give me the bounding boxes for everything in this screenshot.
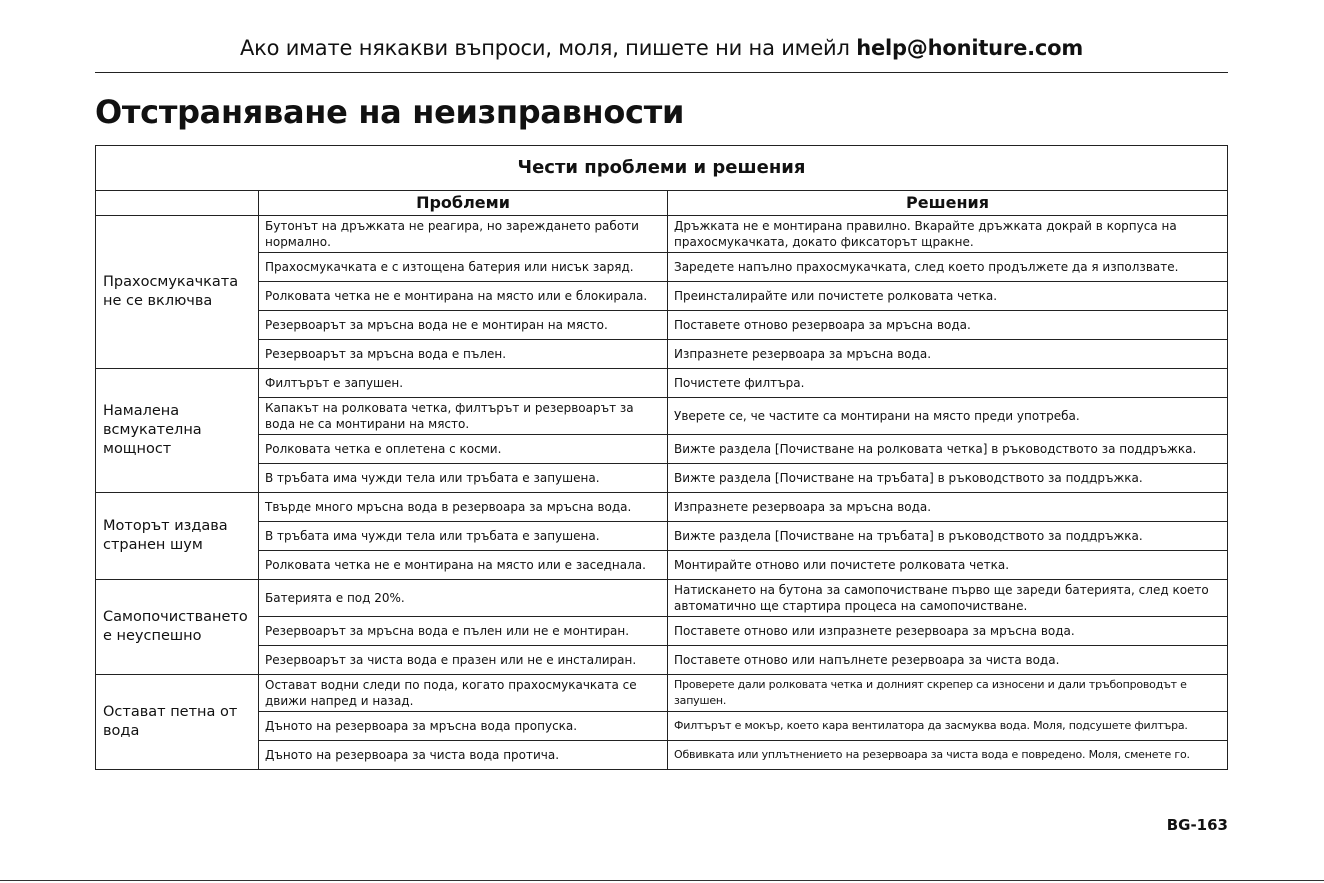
problem-cell: Бутонът на дръжката не реагира, но зареждането работи нормално. xyxy=(259,216,668,253)
table-row xyxy=(96,253,1228,282)
solution-cell: Изпразнете резервоара за мръсна вода. xyxy=(668,493,1228,522)
solution-cell: Вижте раздела [Почистване на тръбата] в ръководството за поддръжка. xyxy=(668,522,1228,551)
problem-cell: Твърде много мръсна вода в резервоара за мръсна вода. xyxy=(259,493,668,522)
problem-cell: Дъното на резервоара за чиста вода протича. xyxy=(259,741,668,770)
problem-cell: Резервоарът за мръсна вода е пълен. xyxy=(259,340,668,369)
solution-cell: Филтърът е мокър, което кара вентилатора да засмуква вода. Моля, подсушете филтъра. xyxy=(668,712,1228,741)
problem-cell: Резервоарът за мръсна вода е пълен или не е монтиран. xyxy=(259,617,668,646)
table-row xyxy=(96,522,1228,551)
solution-cell: Преинсталирайте или почистете ролковата четка. xyxy=(668,282,1228,311)
table-caption: Чести проблеми и решения xyxy=(96,146,1228,191)
problems-column-header: Проблеми xyxy=(259,191,668,216)
troubleshooting-table xyxy=(95,145,1228,770)
problem-cell: Ролковата четка не е монтирана на място или е блокирала. xyxy=(259,282,668,311)
table-row xyxy=(96,216,1228,253)
table-row xyxy=(96,311,1228,340)
problem-cell: Дъното на резервоара за мръсна вода пропуска. xyxy=(259,712,668,741)
table-row xyxy=(96,580,1228,617)
problem-cell: Прахосмукачката е с изтощена батерия или нисък заряд. xyxy=(259,253,668,282)
solution-cell: Уверете се, че частите са монтирани на място преди употреба. xyxy=(668,398,1228,435)
category-cell: Моторът издава странен шум xyxy=(96,493,259,580)
solution-cell: Дръжката не е монтирана правилно. Вкарайте дръжката докрай в корпуса на прахосмукачката, докато фиксаторът щракне. xyxy=(668,216,1228,253)
table-row xyxy=(96,741,1228,770)
contact-email: help@honiture.com xyxy=(856,36,1084,60)
problem-cell: Резервоарът за мръсна вода не е монтиран на място. xyxy=(259,311,668,340)
problem-cell: Остават водни следи по пода, когато прахосмукачката се движи напред и назад. xyxy=(259,675,668,712)
solution-cell: Натискането на бутона за самопочистване първо ще зареди батерията, след което автоматично ще стартира процеса на самопочистване. xyxy=(668,580,1228,617)
solution-cell: Вижте раздела [Почистване на тръбата] в ръководството за поддръжка. xyxy=(668,464,1228,493)
solution-cell: Заредете напълно прахосмукачката, след което продължете да я използвате. xyxy=(668,253,1228,282)
solution-cell: Поставете отново или напълнете резервоара за чиста вода. xyxy=(668,646,1228,675)
table-row xyxy=(96,340,1228,369)
table-row xyxy=(96,675,1228,712)
table-row xyxy=(96,617,1228,646)
solution-cell: Вижте раздела [Почистване на ролковата четка] в ръководството за поддръжка. xyxy=(668,435,1228,464)
table-row xyxy=(96,369,1228,398)
table-row xyxy=(96,493,1228,522)
solution-cell: Почистете филтъра. xyxy=(668,369,1228,398)
problem-cell: Ролковата четка е оплетена с косми. xyxy=(259,435,668,464)
solutions-column-header: Решения xyxy=(668,191,1228,216)
category-column-header xyxy=(96,191,259,216)
solution-cell: Проверете дали ролковата четка и долният скрепер са износени и дали тръбопроводът е запушен. xyxy=(668,675,1228,712)
category-cell: Остават петна от вода xyxy=(96,675,259,770)
category-cell: Прахосмукачката не се включва xyxy=(96,216,259,369)
solution-cell: Изпразнете резервоара за мръсна вода. xyxy=(668,340,1228,369)
solution-cell: Монтирайте отново или почистете ролковата четка. xyxy=(668,551,1228,580)
table-row xyxy=(96,282,1228,311)
page-title: Отстраняване на неизправности xyxy=(95,93,685,131)
table-row xyxy=(96,646,1228,675)
problem-cell: Резервоарът за чиста вода е празен или не е инсталиран. xyxy=(259,646,668,675)
solution-cell: Обвивката или уплътнението на резервоара за чиста вода е повредено. Моля, сменете го. xyxy=(668,741,1228,770)
table-row xyxy=(96,435,1228,464)
table-row xyxy=(96,551,1228,580)
solution-cell: Поставете отново резервоара за мръсна вода. xyxy=(668,311,1228,340)
problem-cell: В тръбата има чужди тела или тръбата е запушена. xyxy=(259,522,668,551)
table-row xyxy=(96,464,1228,493)
page-number: BG-163 xyxy=(1166,816,1228,834)
category-cell: Самопочистването е неуспешно xyxy=(96,580,259,675)
problem-cell: Батерията е под 20%. xyxy=(259,580,668,617)
solution-cell: Поставете отново или изпразнете резервоара за мръсна вода. xyxy=(668,617,1228,646)
problem-cell: Капакът на ролковата четка, филтърът и резервоарът за вода не са монтирани на място. xyxy=(259,398,668,435)
table-row xyxy=(96,712,1228,741)
problem-cell: Филтърът е запушен. xyxy=(259,369,668,398)
contact-header xyxy=(95,30,1228,73)
table-row xyxy=(96,398,1228,435)
problem-cell: Ролковата четка не е монтирана на място или е заседнала. xyxy=(259,551,668,580)
problem-cell: В тръбата има чужди тела или тръбата е запушена. xyxy=(259,464,668,493)
contact-text: Ако имате някакви въпроси, моля, пишете ни на имейл xyxy=(239,36,857,60)
category-cell: Намалена всмукателна мощност xyxy=(96,369,259,493)
bottom-divider xyxy=(0,880,1324,881)
